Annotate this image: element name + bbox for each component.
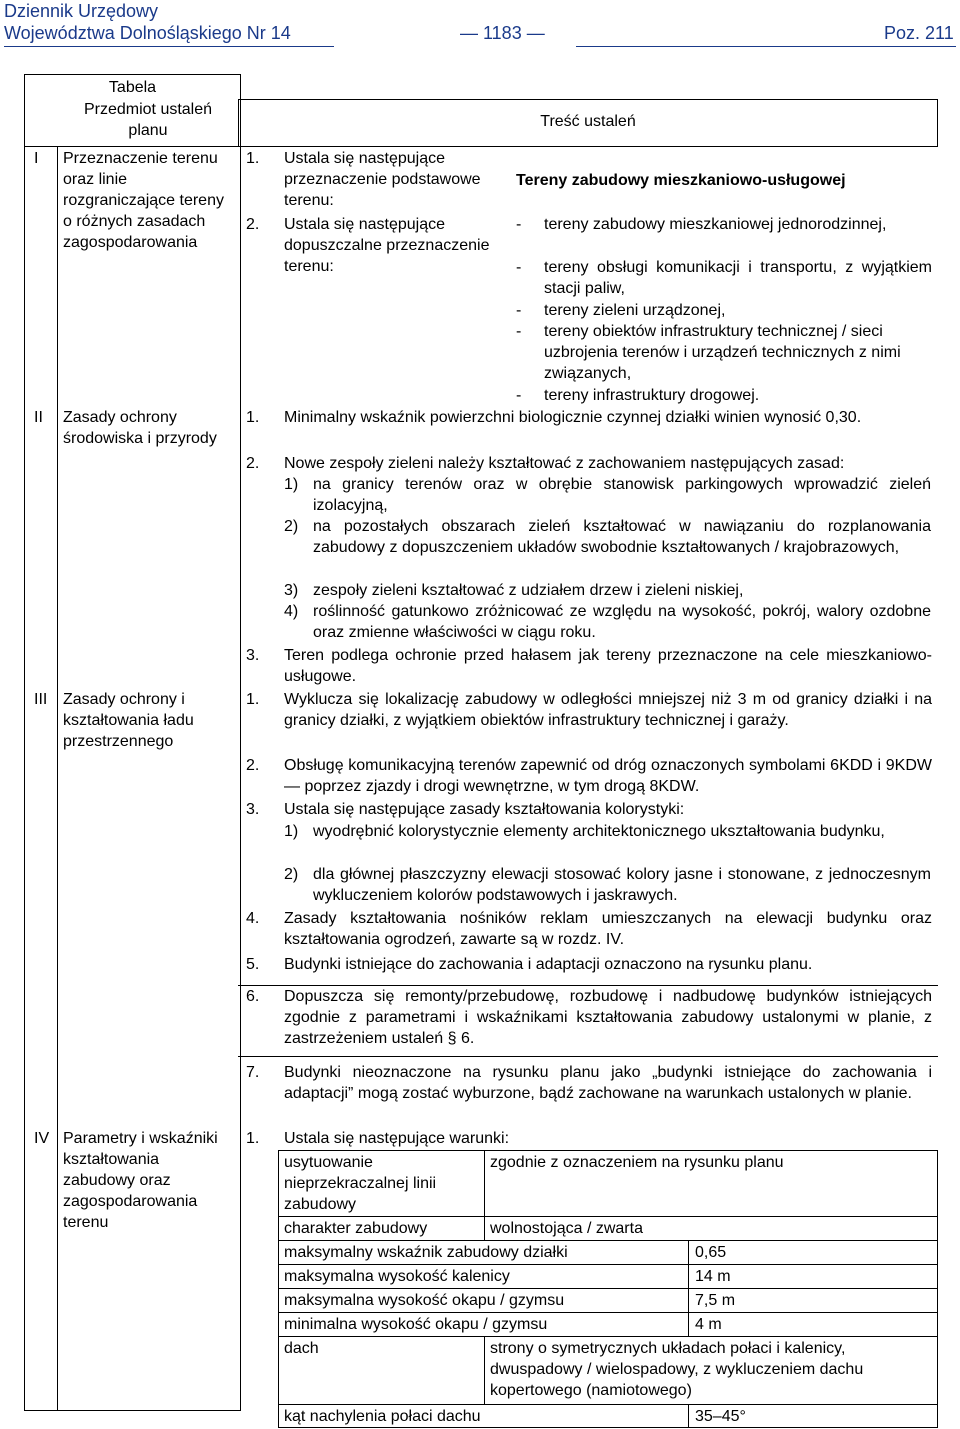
param-label: kąt nachylenia połaci dachu xyxy=(284,1408,481,1425)
subitem-number: 2) xyxy=(284,518,299,535)
roman-numeral-i: I xyxy=(34,150,39,167)
basic-use-value: Tereny zabudowy mieszkaniowo-usługowej xyxy=(516,172,846,189)
roman-divider xyxy=(57,146,58,1411)
item-number: 2. xyxy=(246,757,260,774)
param-rule xyxy=(278,1264,938,1265)
subitem-number: 1) xyxy=(284,823,299,840)
rule-text: Zasady kształtowania nośników reklam umieszczanych na elewacji budynku oraz kształtowania ogrodzeń, zawarte są w rozdz. IV. xyxy=(284,910,932,948)
list-bullet: - xyxy=(516,387,522,404)
roman-numeral-iv: IV xyxy=(34,1130,50,1147)
list-bullet: - xyxy=(516,259,522,276)
param-rule xyxy=(278,1336,938,1337)
param-label: maksymalny wskaźnik zabudowy działki xyxy=(284,1244,568,1261)
list-bullet: - xyxy=(516,216,522,233)
subject-ii: Zasady ochrony środowiska i przyrody xyxy=(63,409,217,447)
list-bullet: - xyxy=(516,323,522,340)
page-number: — 1183 — xyxy=(460,23,545,43)
item-number: 3. xyxy=(246,801,260,818)
rule-text: Budynki istniejące do zachowania i adaptacji oznaczono na rysunku planu. xyxy=(284,956,813,973)
item-number: 1. xyxy=(246,691,260,708)
param-rule xyxy=(278,1240,938,1241)
allowed-use-item: tereny obiektów infrastruktury technicznej / sieci uzbrojenia terenów i urządzeń technicznych z nimi związanych, xyxy=(544,323,901,382)
allowed-use-label: Ustala się następujące dopuszczalne przeznaczenie terenu: xyxy=(284,216,490,275)
param-value: wolnostojąca / zwarta xyxy=(490,1220,643,1237)
subitem-number: 1) xyxy=(284,476,299,493)
rule-text: Obsługę komunikacyjną terenów zapewnić od dróg oznaczonych symbolami 6KDD i 9KDW — poprzez zjazdy i drogi wewnętrzne, w tym drogą 8KDW. xyxy=(284,757,932,795)
roman-numeral-iii: III xyxy=(34,691,48,708)
subject-iii: Zasady ochrony i kształtowania ładu przestrzennego xyxy=(63,691,194,750)
param-rule xyxy=(278,1216,938,1217)
table-heading: Tabela xyxy=(108,79,157,96)
subject-iv: Parametry i wskaźniki kształtowania zabudowy oraz zagospodarowania terenu xyxy=(63,1130,218,1231)
rule-text: Dopuszcza się remonty/przebudowę, rozbudowę i nadbudowę budynków istniejących zgodnie z parametrami i wskaźnikami kształtowania zabudowy ustalonymi w planie, z zastrzeżeniem ustaleń § 6. xyxy=(284,988,932,1047)
header-rule-right xyxy=(576,46,956,47)
rule-text: Minimalny wskaźnik powierzchni biologicznie czynnej działki winien wynosić 0,30. xyxy=(284,409,862,426)
subitem-number: 2) xyxy=(284,866,299,883)
item-number: 5. xyxy=(246,956,260,973)
param-rule xyxy=(278,1404,938,1405)
rule-text: Budynki nieoznaczone na rysunku planu jako „budynki istniejące do zachowania i adaptacji” mogą zostać wyburzone, bądź zachowane na warunkach ustalonych w planie. xyxy=(284,1064,932,1102)
param-label: charakter zabudowy xyxy=(284,1220,428,1237)
param-value: 7,5 m xyxy=(695,1292,736,1309)
param-value: 4 m xyxy=(695,1316,722,1333)
rule-text: Ustala się następujące zasady kształtowania kolorystyki: xyxy=(284,801,685,818)
param-label: usytuowanie nieprzekraczalnej linii zabudowy xyxy=(284,1154,437,1213)
item-number: 2. xyxy=(246,216,260,233)
param-value: zgodnie z oznaczeniem na rysunku planu xyxy=(490,1154,784,1171)
subitem-text: wyodrębnić kolorystycznie elementy architektonicznego ukształtowania budynku, xyxy=(313,823,885,840)
item-number: 1. xyxy=(246,409,260,426)
subject-heading: Przedmiot ustaleń planu xyxy=(83,101,213,139)
param-col-rule xyxy=(484,1336,485,1404)
rule-text: Teren podlega ochronie przed hałasem jak tereny przeznaczone na cele mieszkaniowo-usługowe. xyxy=(284,647,932,685)
subitem-text: na granicy terenów oraz w obrębie stanowisk parkingowych wprowadzić zieleń izolacyjną, xyxy=(313,476,931,514)
subitem-text: na pozostałych obszarach zieleń kształtować w nawiązaniu do rozplanowania zabudowy z dopuszczeniem układów swobodnie kształtowanych / krajobrazowych, xyxy=(313,518,931,556)
param-col-rule xyxy=(688,1404,689,1428)
subitem-text: roślinność gatunkowo zróżnicować ze względu na wysokość, pokrój, walory ozdobne oraz zmienne właściwości w ciągu roku. xyxy=(313,603,931,641)
item-number: 6. xyxy=(246,988,260,1005)
list-bullet: - xyxy=(516,302,522,319)
params-intro: Ustala się następujące warunki: xyxy=(284,1130,510,1147)
journal-title: Dziennik Urzędowy xyxy=(4,1,159,21)
allowed-use-item: tereny obsługi komunikacji i transportu, z wyjątkiem stacji paliw, xyxy=(544,259,932,297)
content-heading: Treść ustaleń xyxy=(540,113,636,130)
row-rule xyxy=(238,1056,938,1057)
param-rule xyxy=(278,1312,938,1313)
param-value: strony o symetrycznych układach połaci i kalenicy, dwuspadowy / wielospadowy, z wykluczeniem dachu kopertowego (namiotowego) xyxy=(490,1340,864,1399)
allowed-use-item: tereny infrastruktury drogowej. xyxy=(544,387,760,404)
param-col-rule xyxy=(688,1240,689,1336)
allowed-use-item: tereny zabudowy mieszkaniowej jednorodzinnej, xyxy=(544,216,887,233)
left-header-rule xyxy=(24,146,241,147)
param-label: minimalna wysokość okapu / gzymsu xyxy=(284,1316,548,1333)
subject-i: Przeznaczenie terenu oraz linie rozgraniczające tereny o różnych zasadach zagospodarowania xyxy=(63,150,224,251)
param-value: 0,65 xyxy=(695,1244,727,1261)
allowed-use-item: tereny zieleni urządzonej, xyxy=(544,302,726,319)
item-number: 1. xyxy=(246,150,260,167)
param-label: maksymalna wysokość okapu / gzymsu xyxy=(284,1292,565,1309)
voivodeship-title: Województwa Dolnośląskiego Nr 14 xyxy=(4,23,291,43)
param-col-rule xyxy=(484,1150,485,1240)
basic-use-label: Ustala się następujące przeznaczenie podstawowe terenu: xyxy=(284,150,481,209)
rule-text: Wyklucza się lokalizację zabudowy w odległości mniejszej niż 3 m od granicy działki i na granicy działki, z wyjątkiem obiektów infrastruktury technicznej i garaży. xyxy=(284,691,932,729)
param-label: maksymalna wysokość kalenicy xyxy=(284,1268,510,1285)
item-number: 2. xyxy=(246,455,260,472)
header-rule-left xyxy=(4,46,334,47)
item-number: 4. xyxy=(246,910,260,927)
roman-numeral-ii: II xyxy=(34,409,43,426)
param-label: dach xyxy=(284,1340,319,1357)
subitem-number: 3) xyxy=(284,582,299,599)
rule-text: Nowe zespoły zieleni należy kształtować z zachowaniem następujących zasad: xyxy=(284,455,845,472)
item-number: 3. xyxy=(246,647,260,664)
param-value: 35–45° xyxy=(695,1408,746,1425)
item-number: 1. xyxy=(246,1130,260,1147)
subitem-text: zespoły zieleni kształtować z udziałem drzew i zieleni niskiej, xyxy=(313,582,744,599)
param-rule xyxy=(278,1288,938,1289)
subitem-number: 4) xyxy=(284,603,299,620)
position-number: Poz. 211 xyxy=(884,23,954,43)
param-value: 14 m xyxy=(695,1268,731,1285)
item-number: 7. xyxy=(246,1064,260,1081)
subitem-text: dla głównej płaszczyzny elewacji stosować kolory jasne i stonowane, z jednoczesnym wykluczeniem kolorów podstawowych i jaskrawych. xyxy=(313,866,931,904)
